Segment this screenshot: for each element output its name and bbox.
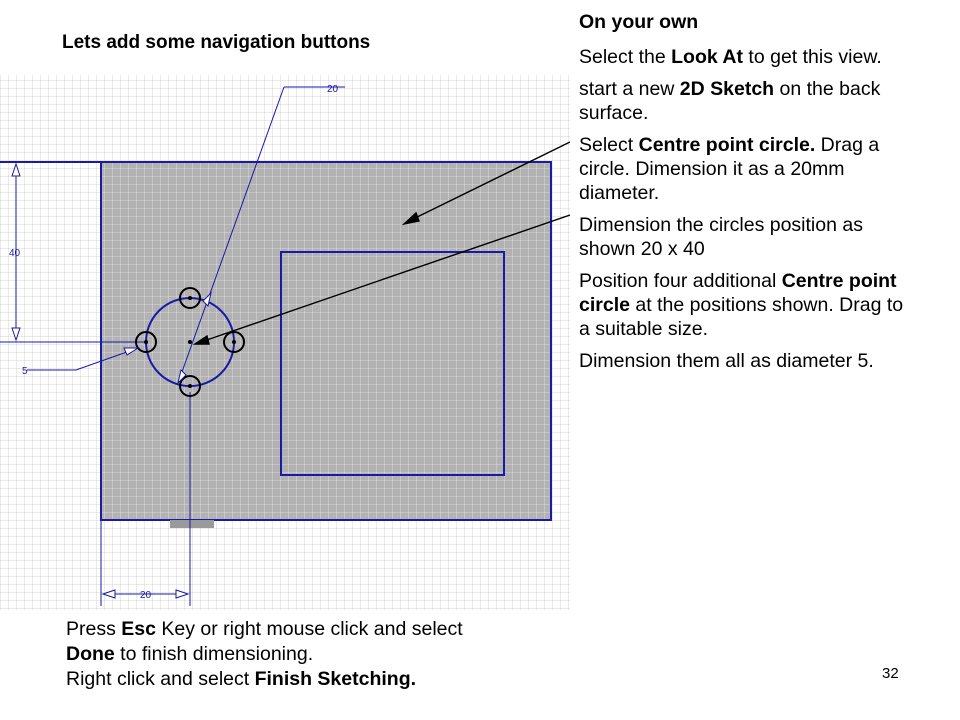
part-tab	[170, 520, 214, 528]
instruction-step: Dimension the circles position as shown 20 x 40	[579, 214, 863, 260]
dimension-20-bottom-label: 20	[140, 590, 152, 601]
instruction-step: Select the Look At to get this view.	[579, 46, 882, 68]
dimension-5-label: 5	[22, 366, 28, 377]
instruction-step: start a new 2D Sketch on the back surface.	[579, 78, 881, 124]
instructions-panel	[579, 10, 919, 381]
slide-number: 32	[882, 665, 899, 682]
bottom-note: Press Esc Key or right mouse click and select Done to finish dimensioning. Right click and select Finish Sketching.	[66, 618, 463, 690]
slide-title: Lets add some navigation buttons	[62, 32, 371, 53]
sketch-view	[0, 75, 570, 610]
instruction-step: Select Centre point circle. Drag a circle. Dimension it as a 20mm diameter.	[579, 134, 880, 204]
instruction-step: Dimension them all as diameter 5.	[579, 350, 874, 372]
dimension-20-diameter-label: 20	[327, 84, 339, 95]
part-face[interactable]	[101, 162, 551, 520]
instructions-heading: On your own	[579, 11, 699, 33]
instruction-step: Position four additional Centre point circle at the positions shown. Drag to a suitable size.	[579, 270, 904, 340]
dimension-40-label: 40	[9, 248, 21, 259]
main-circle-centre	[188, 340, 192, 344]
